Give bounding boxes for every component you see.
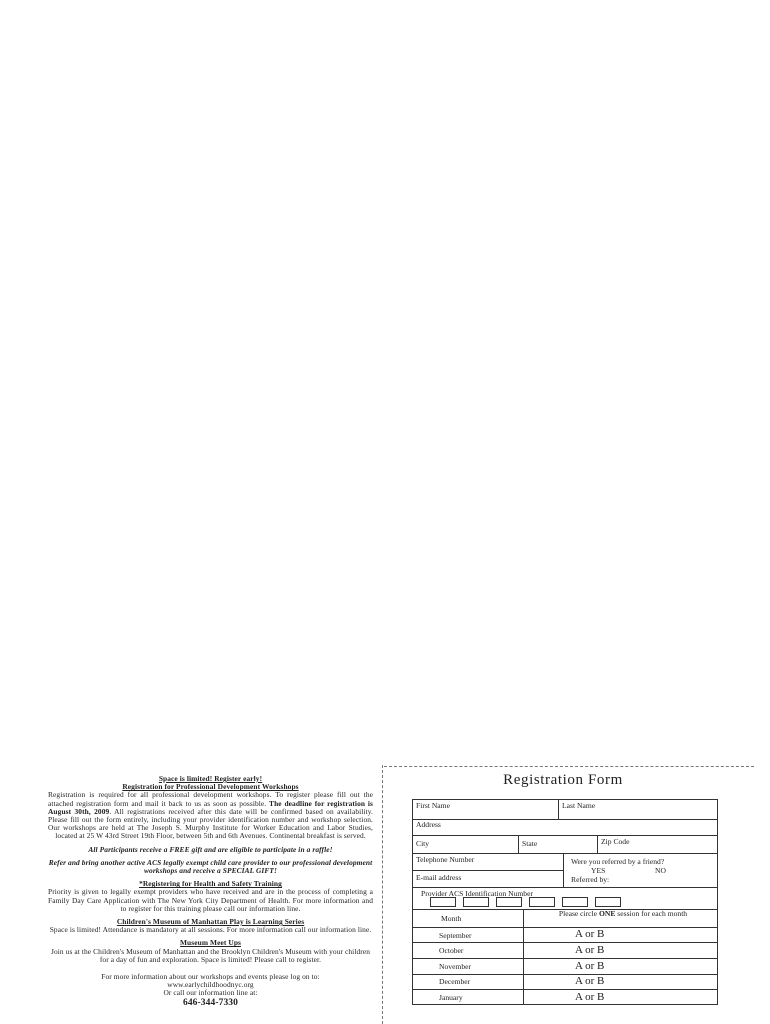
month-november: November: [439, 962, 472, 971]
last-name-field[interactable]: Last Name: [562, 801, 596, 810]
month-october: October: [439, 946, 464, 955]
provider-id-box[interactable]: [562, 897, 588, 907]
row-divider: [413, 974, 717, 975]
telephone-field[interactable]: Telephone Number: [416, 855, 475, 864]
provider-id-box[interactable]: [595, 897, 621, 907]
registration-text: Registration is required for all professional development workshops. To register please fill out the attached registration form and mail it back to us as soon as possible. The deadline for registration is August 30th, 2009. All registrations received after this date will be confirmed based on availability. Please fill out the form entirely, including your provider identification number and workshop selection. Our workshops are held at The Joseph S. Murphy Institute for Worker Education and Labor Studies, located at 25 W 43rd Street 19th Floor, between 5th and 6th Avenues. Continental breakfast is served.: [48, 790, 373, 841]
first-name-field[interactable]: First Name: [416, 801, 450, 810]
row-divider: [413, 942, 717, 943]
website-link[interactable]: www.earlychildhoodnyc.org: [167, 980, 254, 990]
phone-number: 646-344-7330: [182, 997, 239, 1008]
month-december: December: [439, 977, 471, 986]
month-september: September: [439, 931, 472, 940]
deadline-text: The deadline for registration is August 30th, 2009: [48, 798, 373, 816]
registration-heading: Registration for Professional Development Workshops: [122, 782, 299, 792]
session-choice-october[interactable]: A or B: [575, 944, 605, 956]
session-choice-september[interactable]: A or B: [575, 928, 605, 940]
col-divider: [563, 853, 564, 887]
col-divider: [558, 800, 559, 819]
space-limited-heading: Space is limited! Register early!: [158, 774, 263, 783]
row-divider: [413, 989, 717, 990]
col-divider: [523, 909, 524, 1005]
cut-line-vertical: [382, 765, 383, 1024]
referred-no-option[interactable]: NO: [655, 866, 666, 875]
zip-code-field[interactable]: Zip Code: [601, 837, 630, 846]
cut-line-horizontal: [384, 766, 754, 767]
row-divider: [413, 819, 717, 820]
session-instruction: Please circle ONE session for each month: [558, 909, 688, 918]
row-divider: [413, 870, 563, 871]
cmom-text: Space is limited! Attendance is mandatory at all sessions. For more information call our information line.: [49, 925, 372, 935]
session-choice-december[interactable]: A or B: [575, 975, 605, 987]
health-safety-text: Priority is given to legally exempt providers who have received and are in the process of completing a Family Day Care Application with The New York City Department of Health. For more information and to register for this training please call our information line.: [48, 887, 373, 913]
row-divider: [413, 853, 717, 854]
provider-id-box[interactable]: [463, 897, 489, 907]
row-divider: [413, 887, 717, 888]
session-choice-november[interactable]: A or B: [575, 960, 605, 972]
referred-by-field[interactable]: Referred by:: [571, 875, 610, 884]
referred-question: Were you referred by a friend?: [571, 857, 665, 866]
free-gift-text: All Participants receive a FREE gift and are eligible to participate in a raffle!: [88, 844, 333, 854]
cmom-heading: Children's Museum of Manhattan Play is Learning Series: [116, 917, 305, 927]
provider-id-label: Provider ACS Identification Number: [421, 889, 533, 898]
col-divider: [597, 835, 598, 853]
month-header: Month: [441, 914, 462, 923]
month-january: January: [439, 993, 463, 1002]
city-field[interactable]: City: [416, 839, 430, 848]
row-divider: [413, 958, 717, 959]
call-line-text: Or call our information line at:: [163, 988, 258, 998]
health-safety-heading: *Registering for Health and Safety Training: [139, 879, 282, 889]
col-divider: [518, 835, 519, 853]
provider-id-box[interactable]: [430, 897, 456, 907]
state-field[interactable]: State: [522, 839, 538, 848]
email-field[interactable]: E-mail address: [416, 873, 462, 882]
provider-id-box[interactable]: [529, 897, 555, 907]
more-info-text: For more information about our workshops and events please log on to:: [101, 972, 320, 982]
refer-text: Refer and bring another active ACS legally exempt child care provider to our professional development workshops and receive a SPECIAL GIFT!: [48, 857, 373, 876]
form-title: Registration Form: [503, 772, 623, 788]
provider-id-box[interactable]: [496, 897, 522, 907]
session-choice-january[interactable]: A or B: [575, 991, 605, 1003]
row-divider: [413, 835, 717, 836]
row-divider: [413, 927, 717, 928]
meetups-heading: Museum Meet Ups: [179, 938, 242, 948]
info-column: [48, 775, 373, 1009]
meetups-text: Join us at the Children's Museum of Manhattan and the Brooklyn Children's Museum with your children for a day of fun and exploration. Space is limited! Please call to register.: [50, 946, 371, 964]
referred-yes-option[interactable]: YES: [591, 866, 606, 875]
address-field[interactable]: Address: [416, 820, 441, 829]
